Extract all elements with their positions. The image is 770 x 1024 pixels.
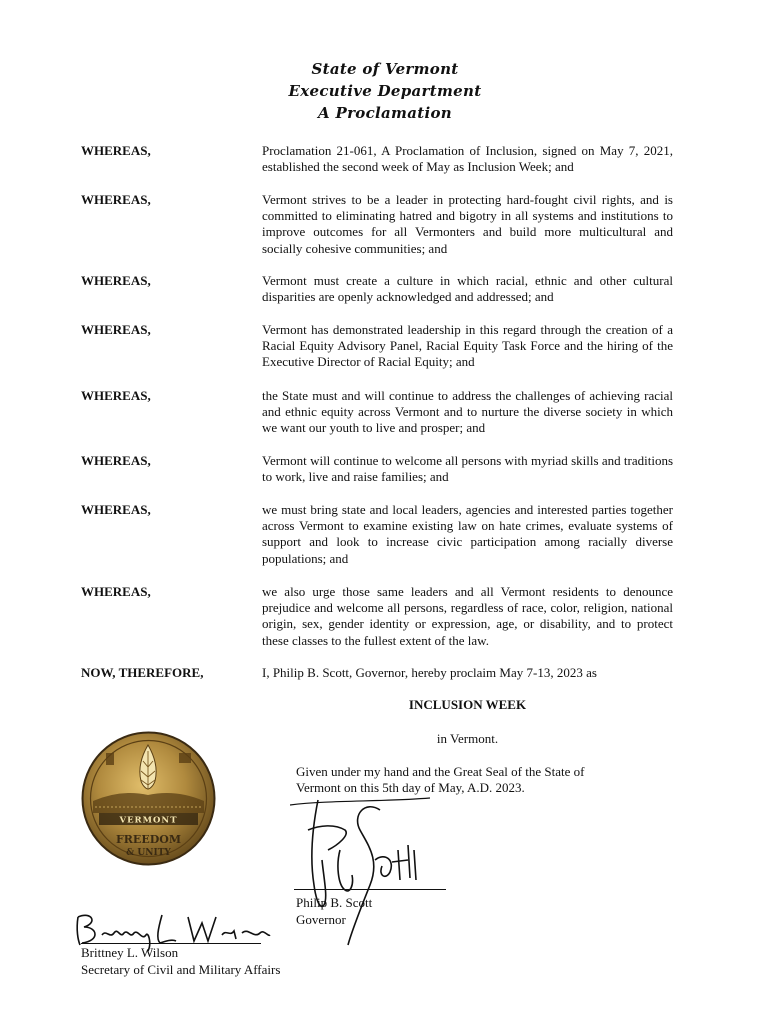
clause-text: we also urge those same leaders and all Vermont residents to denounce prejudice and welcome all persons, regardless of race, color, religion, national origin, sex, gender identity or expression, age, or disability, and to protect these classes to the fullest extent of the law. (262, 584, 673, 648)
seal-top-text: VERMONT (119, 815, 178, 826)
great-seal-of-vermont (81, 731, 216, 866)
clause-label: NOW, THEREFORE, (81, 665, 204, 680)
clause-label: WHEREAS, (81, 502, 151, 517)
clause-label: WHEREAS, (81, 584, 151, 599)
clause-label: WHEREAS, (81, 192, 151, 207)
clause-text: Vermont will continue to welcome all persons with myriad skills and traditions to work, live and raise families; and (262, 453, 673, 485)
document-header (0, 58, 770, 124)
clause-text: Vermont has demonstrated leadership in this regard through the creation of a Racial Equity Advisory Panel, Racial Equity Task Force and the hiring of the Executive Director of Racial Equity; and (262, 322, 673, 370)
clause-text: Vermont strives to be a leader in protecting hard-fought civil rights, and is committed to eliminating hatred and bigotry in all systems and institutions to improve outcomes for all Vermonters and build more multicultural and socially cohesive communities; and (262, 192, 673, 256)
given-statement: Given under my hand and the Great Seal of the State of Vermont on this 5th day of May, A.D. 2023. (296, 764, 585, 796)
governor-title: Governor (296, 911, 346, 927)
header-department: Executive Department (288, 82, 482, 100)
clause-label: WHEREAS, (81, 322, 151, 337)
clause-label: WHEREAS, (81, 143, 151, 158)
clause-text: Proclamation 21-061, A Proclamation of Inclusion, signed on May 7, 2021, established the second week of May as Inclusion Week; and (262, 143, 673, 175)
clause-text: the State must and will continue to address the challenges of achieving racial and ethnic equity across Vermont and to nurture the diverse society in which we want our youth to live and prosper; and (262, 388, 673, 436)
seal-motto-line2: & UNITY (126, 848, 171, 858)
clause-label: WHEREAS, (81, 388, 151, 403)
clause-text: Vermont must create a culture in which racial, ethnic and other cultural disparities are openly acknowledged and addressed; and (262, 273, 673, 305)
clause-label: WHEREAS, (81, 453, 151, 468)
governor-block (296, 895, 372, 928)
clause-text: we must bring state and local leaders, agencies and interested parties together across Vermont to examine existing law on hate crimes, evaluate systems of support and look to increase civic participation among racially diverse populations; and (262, 502, 673, 566)
proclamation-title: INCLUSION WEEK (408, 697, 527, 712)
header-state: State of Vermont (311, 60, 459, 78)
governor-signature-line (294, 889, 446, 890)
secretary-name: Brittney L. Wilson (81, 945, 179, 960)
header-proclamation: A Proclamation (318, 104, 452, 122)
clause-label: WHEREAS, (81, 273, 151, 288)
secretary-signature-line (81, 943, 261, 944)
proclamation-location: in Vermont. (436, 731, 499, 746)
seal-motto-line1: FREEDOM (115, 833, 182, 846)
secretary-block (81, 945, 280, 978)
governor-name: Philip B. Scott (296, 895, 373, 910)
clause-text: I, Philip B. Scott, Governor, hereby proclaim May 7-13, 2023 as (262, 665, 597, 680)
secretary-title: Secretary of Civil and Military Affairs (81, 961, 281, 977)
